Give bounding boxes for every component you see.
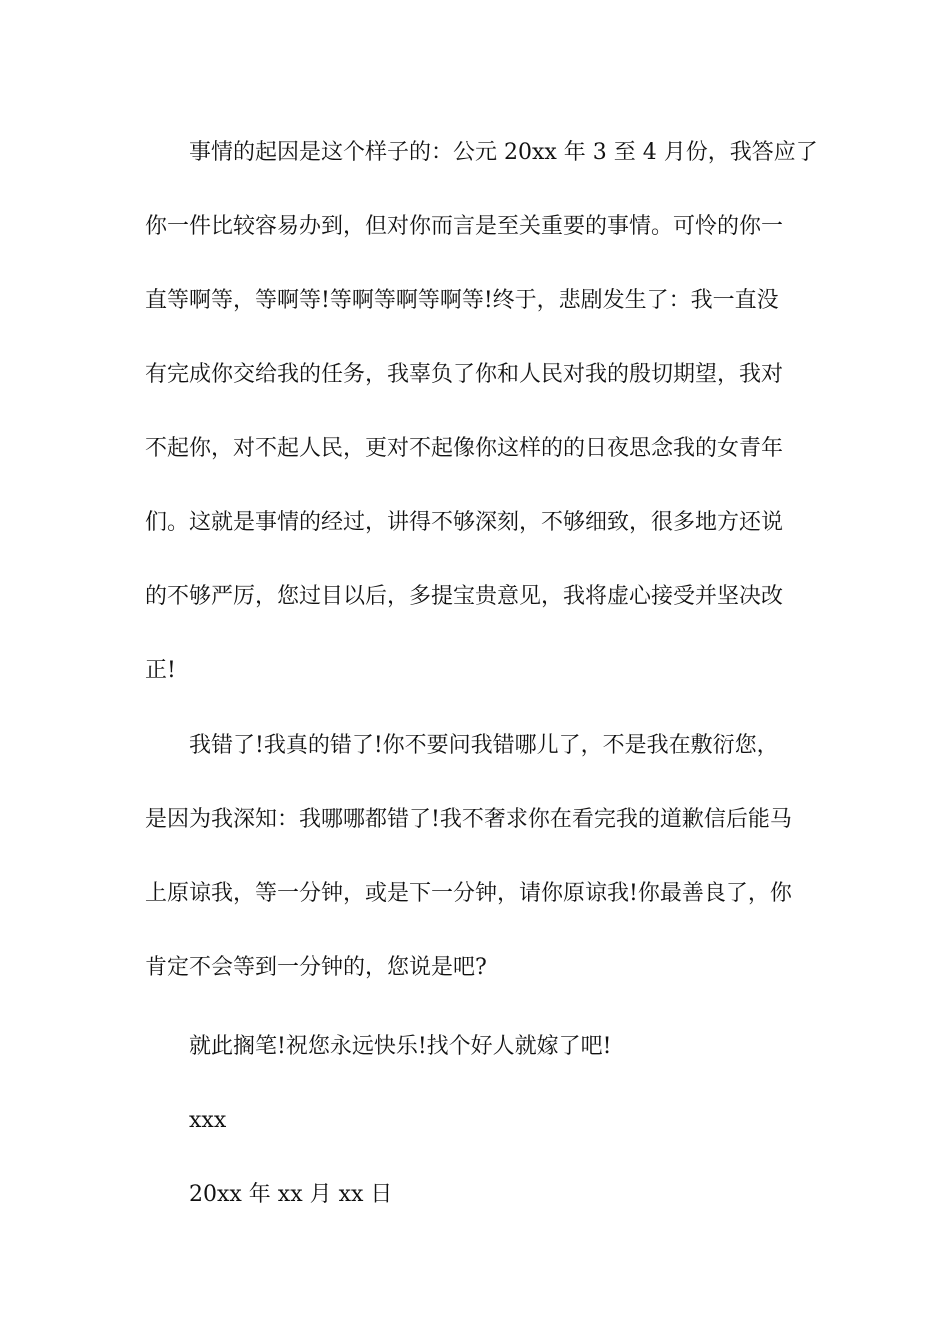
closing-line: 就此搁笔!祝您永远快乐!找个好人就嫁了吧! xyxy=(189,1034,612,1059)
paragraph-line: 你一件比较容易办到，但对你而言是至关重要的事情。可怜的你一 xyxy=(145,214,784,239)
paragraph-line: 们。这就是事情的经过，讲得不够深刻，不够细致，很多地方还说 xyxy=(145,510,784,535)
paragraph-line: 有完成你交给我的任务，我辜负了你和人民对我的殷切期望，我对 xyxy=(145,362,784,387)
paragraph-line: 正! xyxy=(145,658,176,683)
paragraph-line: 的不够严厉，您过目以后，多提宝贵意见，我将虚心接受并坚决改 xyxy=(145,584,784,609)
paragraph-line: 事情的起因是这个样子的：公元 20xx 年 3 至 4 月份，我答应了 xyxy=(189,140,818,165)
signature: xxx xyxy=(189,1108,227,1133)
paragraph-line: 不起你，对不起人民，更对不起像你这样的的日夜思念我的女青年 xyxy=(145,436,784,461)
paragraph-line: 我错了!我真的错了!你不要问我错哪儿了，不是我在敷衍您， xyxy=(189,733,779,758)
paragraph-line: 肯定不会等到一分钟的，您说是吧? xyxy=(145,955,487,980)
date-line: 20xx 年 xx 月 xx 日 xyxy=(189,1182,393,1207)
paragraph-line: 上原谅我，等一分钟，或是下一分钟，请你原谅我!你最善良了，你 xyxy=(145,881,792,906)
paragraph-line: 是因为我深知：我哪哪都错了!我不奢求你在看完我的道歉信后能马 xyxy=(145,807,792,832)
paragraph-line: 直等啊等，等啊等!等啊等啊等啊等!终于，悲剧发生了：我一直没 xyxy=(145,288,779,313)
